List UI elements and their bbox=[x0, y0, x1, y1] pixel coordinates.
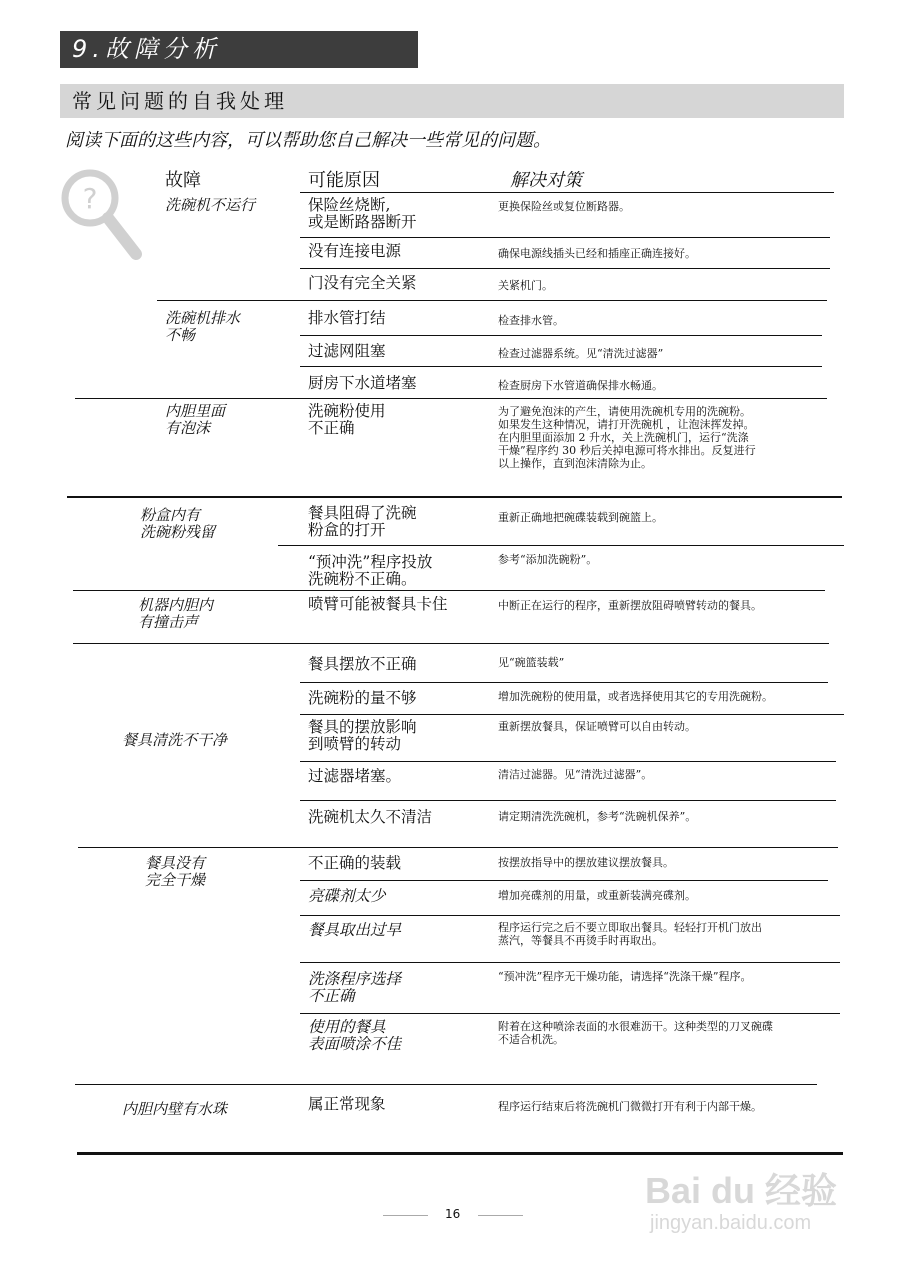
fault-label: 内胆内壁有水珠 bbox=[122, 1100, 228, 1118]
fix-text: 更换保险丝或复位断路器。 bbox=[498, 200, 630, 213]
cause-label: 过滤器堵塞。 bbox=[308, 767, 402, 785]
cause-label: 过滤网阻塞 bbox=[308, 342, 386, 360]
fix-text: 为了避免泡沫的产生，请使用洗碗机专用的洗碗粉。 如果发生这种情况，请打开洗碗机 ，让泡沫挥发掉。 在内胆里面添加 2 升水，关上洗碗机门，运行“洗涤 干燥”程序约 30 秒后关掉电源可将水排出。反复进行 以上操作，直到泡沫清除为止。 bbox=[498, 405, 756, 470]
rule bbox=[75, 398, 827, 399]
fault-label: 餐具清洗不干净 bbox=[122, 731, 228, 749]
rule bbox=[75, 1084, 817, 1085]
rule bbox=[300, 714, 844, 715]
cause-label: 保险丝烧断, 或是断路器断开 bbox=[308, 196, 417, 231]
rule bbox=[78, 847, 838, 848]
rule bbox=[300, 682, 828, 683]
column-fix: 解决对策 bbox=[510, 170, 582, 191]
fault-label: 内胆里面 有泡沫 bbox=[165, 402, 226, 437]
fix-text: 清洁过滤器。见“清洗过滤器”。 bbox=[498, 768, 653, 781]
fix-text: 按摆放指导中的摆放建议摆放餐具。 bbox=[498, 856, 674, 869]
help-magnifier-icon bbox=[58, 168, 148, 264]
watermark-url: jingyan.baidu.com bbox=[650, 1212, 812, 1234]
page-number: 16 bbox=[445, 1207, 461, 1221]
column-cause: 可能原因 bbox=[308, 170, 380, 191]
cause-label: 洗碗粉使用 不正确 bbox=[308, 402, 386, 437]
rule bbox=[73, 590, 825, 591]
subtitle: 常见问题的自我处理 bbox=[60, 84, 844, 118]
cause-label: 洗碗粉的量不够 bbox=[308, 689, 417, 707]
cause-label: 不正确的装载 bbox=[308, 854, 402, 872]
cause-label: 使用的餐具 表面喷涂不佳 bbox=[308, 1018, 402, 1053]
rule bbox=[300, 962, 840, 963]
cause-label: 属正常现象 bbox=[308, 1095, 386, 1113]
cause-label: 亮碟剂太少 bbox=[308, 887, 386, 905]
cause-label: 喷臂可能被餐具卡住 bbox=[308, 595, 448, 613]
fix-text: 程序运行结束后将洗碗机门微微打开有利于内部干燥。 bbox=[498, 1100, 762, 1113]
fix-text: 中断正在运行的程序，重新摆放阻碍喷臂转动的餐具。 bbox=[498, 599, 762, 612]
cause-label: 厨房下水道堵塞 bbox=[308, 374, 417, 392]
cause-label: 餐具摆放不正确 bbox=[308, 655, 417, 673]
question-mark: ? bbox=[82, 182, 98, 215]
rule bbox=[300, 192, 834, 193]
cause-label: 没有连接电源 bbox=[308, 242, 402, 260]
fix-text: “预冲洗”程序无干燥功能，请选择“洗涤干燥”程序。 bbox=[498, 970, 752, 983]
fix-text: 附着在这种喷涂表面的水很难沥干。这种类型的刀叉碗碟 不适合机洗。 bbox=[498, 1020, 773, 1046]
cause-label: 排水管打结 bbox=[308, 309, 386, 327]
fault-label: 机器内胆内 有撞击声 bbox=[138, 596, 214, 631]
rule bbox=[300, 237, 830, 238]
fix-text: 确保电源线插头已经和插座正确连接好。 bbox=[498, 247, 696, 260]
rule bbox=[157, 300, 827, 301]
rule bbox=[278, 545, 844, 546]
rule bbox=[67, 496, 842, 498]
intro-text: 阅读下面的这些内容，可以帮助您自己解决一些常见的问题。 bbox=[65, 130, 551, 151]
fix-text: 检查排水管。 bbox=[498, 314, 564, 327]
rule-bottom bbox=[77, 1152, 843, 1155]
cause-label: 洗碗机太久不清洁 bbox=[308, 808, 433, 826]
cause-label: 餐具阻碍了洗碗 粉盒的打开 bbox=[308, 504, 417, 539]
fix-text: 增加洗碗粉的使用量，或者选择使用其它的专用洗碗粉。 bbox=[498, 690, 773, 703]
rule bbox=[300, 761, 836, 762]
fix-text: 请定期清洗洗碗机，参考“洗碗机保养”。 bbox=[498, 810, 697, 823]
fix-text: 增加亮碟剂的用量，或重新装满亮碟剂。 bbox=[498, 889, 696, 902]
cause-label: 门没有完全关紧 bbox=[308, 274, 417, 292]
cause-label: 餐具的摆放影响 到喷臂的转动 bbox=[308, 718, 417, 753]
fix-text: 程序运行完之后不要立即取出餐具。轻轻打开机门放出 蒸汽，等餐具不再烫手时再取出。 bbox=[498, 921, 762, 947]
rule bbox=[300, 268, 830, 269]
fix-text: 关紧机门。 bbox=[498, 279, 553, 292]
rule bbox=[300, 366, 822, 367]
rule bbox=[300, 915, 840, 916]
cause-label: 洗涤程序选择 不正确 bbox=[308, 970, 402, 1005]
rule bbox=[300, 880, 828, 881]
fix-text: 重新正确地把碗碟装载到碗篮上。 bbox=[498, 511, 663, 524]
page-number-rule bbox=[478, 1215, 523, 1216]
column-fault: 故障 bbox=[165, 170, 201, 191]
fault-label: 餐具没有 完全干燥 bbox=[145, 854, 206, 889]
fault-label: 洗碗机排水 不畅 bbox=[165, 309, 241, 344]
rule bbox=[73, 643, 829, 644]
fix-text: 检查过滤器系统。见“清洗过滤器” bbox=[498, 347, 664, 360]
fault-label: 洗碗机不运行 bbox=[165, 196, 256, 214]
rule bbox=[300, 1013, 840, 1014]
fix-text: 重新摆放餐具，保证喷臂可以自由转动。 bbox=[498, 720, 696, 733]
cause-label: “预冲洗”程序投放 洗碗粉不正确。 bbox=[308, 553, 433, 588]
rule bbox=[300, 800, 836, 801]
rule bbox=[300, 335, 822, 336]
watermark-logo: Bai du 经验 bbox=[645, 1170, 838, 1211]
fix-text: 见“碗篮装载” bbox=[498, 656, 565, 669]
fix-text: 参考“添加洗碗粉”。 bbox=[498, 553, 598, 566]
cause-label: 餐具取出过早 bbox=[308, 921, 402, 939]
page-number-rule bbox=[383, 1215, 428, 1216]
fix-text: 检查厨房下水管道确保排水畅通。 bbox=[498, 379, 663, 392]
section-title: 9.故障分析 bbox=[60, 31, 418, 68]
fault-label: 粉盒内有 洗碗粉残留 bbox=[140, 506, 216, 541]
